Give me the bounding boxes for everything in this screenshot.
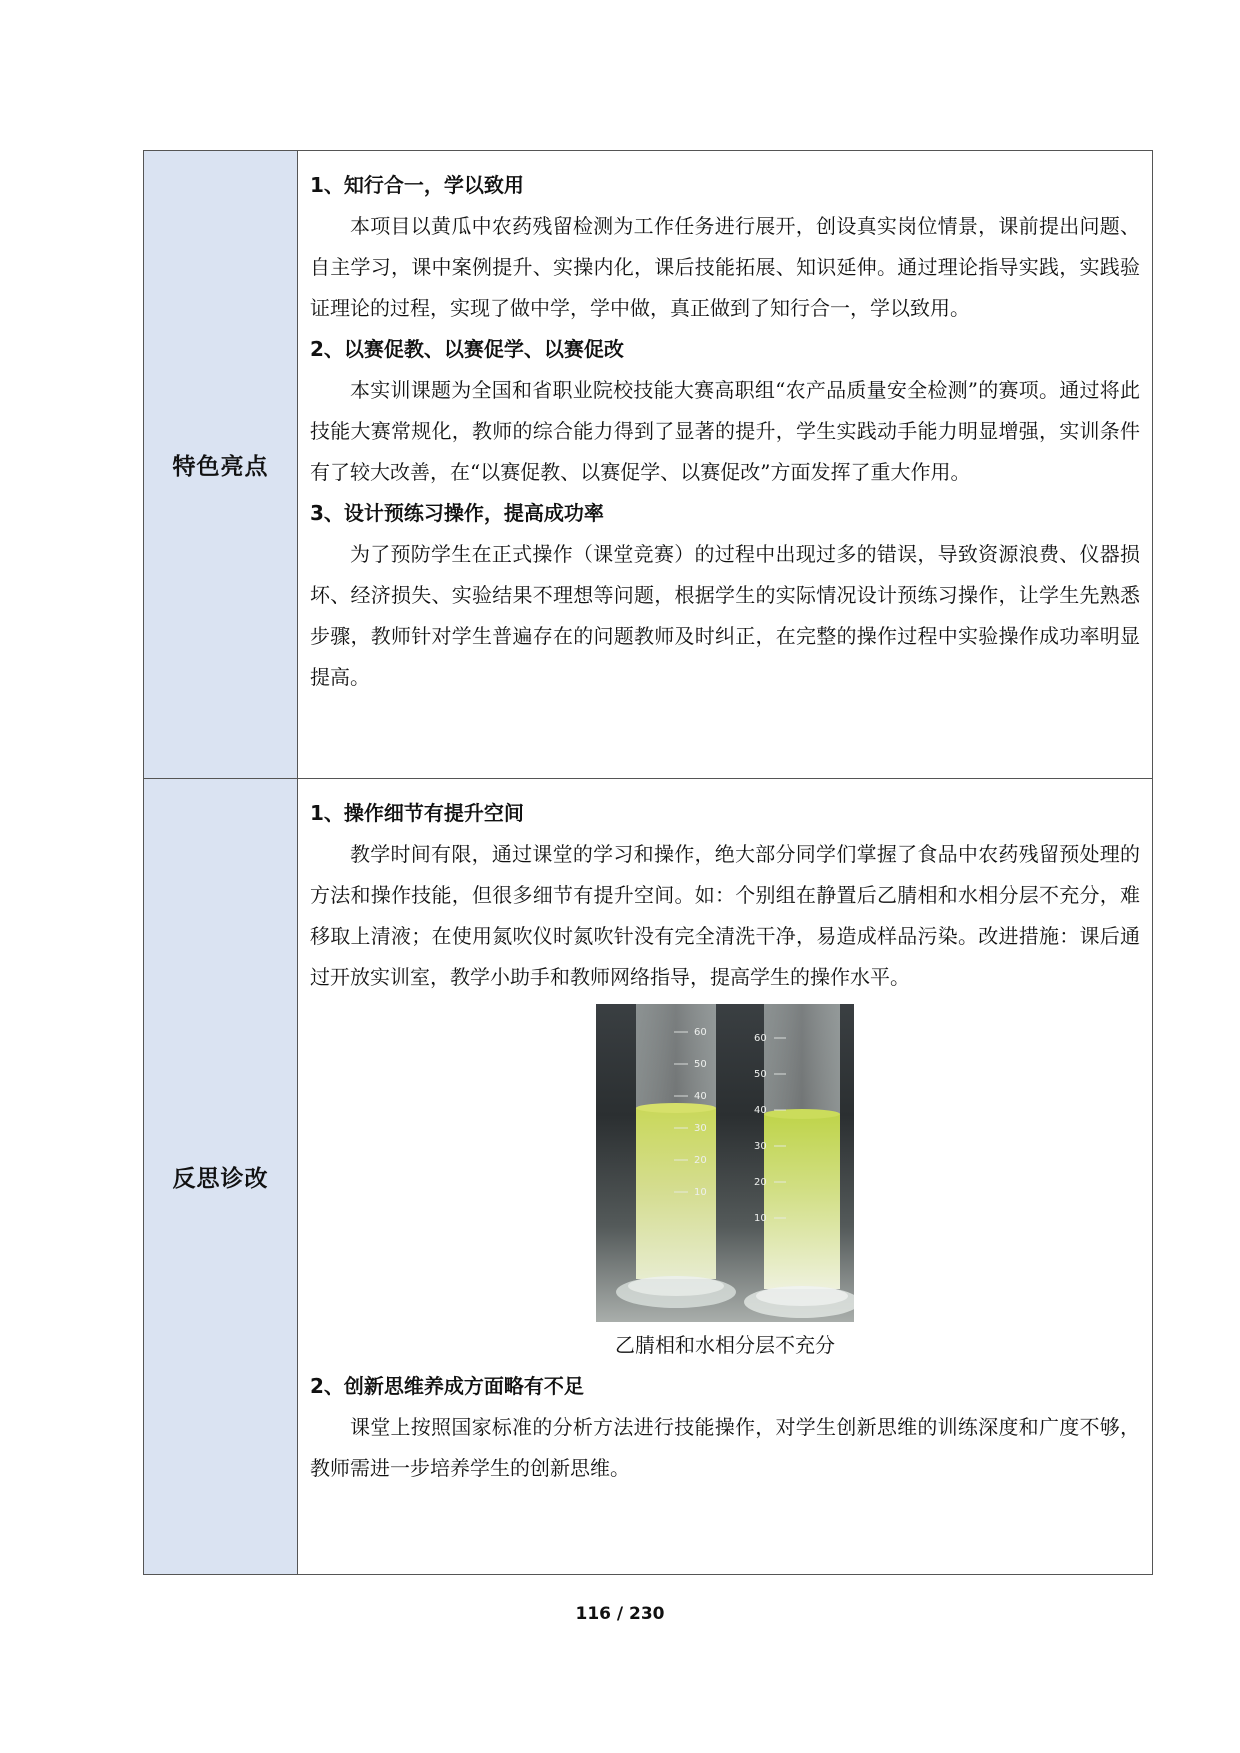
cylinder-right-mark: 60 [754, 1033, 767, 1044]
item-heading: 3、设计预练习操作，提高成功率 [310, 501, 604, 525]
item-heading: 2、以赛促教、以赛促学、以赛促改 [310, 337, 624, 361]
cylinder-right-mark: 20 [754, 1177, 767, 1188]
figure-caption: 乙腈相和水相分层不充分 [615, 1333, 835, 1357]
cylinder-left-mark: 10 [694, 1187, 707, 1198]
section-content-reflection [298, 779, 1153, 1575]
item-heading: 2、创新思维养成方面略有不足 [310, 1374, 584, 1398]
cylinder-left-mark: 40 [694, 1091, 707, 1102]
item-paragraph: 教学时间有限，通过课堂的学习和操作，绝大部分同学们掌握了食品中农药残留预处理的方法和操作技能，但很多细节有提升空间。如：个别组在静置后乙腈相和水相分层不充分，难移取上清液；在使用氮吹仪时氮吹针没有完全清洗干净，易造成样品污染。改进措施：课后通过开放实训室，教学小助手和教师网络指导，提高学生的操作水平。 [310, 842, 1140, 989]
cylinder-left-mark: 20 [694, 1155, 707, 1166]
figure [310, 1004, 1140, 1366]
table-row-highlights [144, 151, 1153, 779]
item-paragraph: 为了预防学生在正式操作（课堂竞赛）的过程中出现过多的错误，导致资源浪费、仪器损坏、经济损失、实验结果不理想等问题，根据学生的实际情况设计预练习操作，让学生先熟悉步骤，教师针对学生普遍存在的问题教师及时纠正，在完整的操作过程中实验操作成功率明显提高。 [310, 542, 1140, 689]
item-paragraph: 本实训课题为全国和省职业院校技能大赛高职组“农产品质量安全检测”的赛项。通过将此技能大赛常规化，教师的综合能力得到了显著的提升，学生实践动手能力明显增强，实训条件有了较大改善，在“以赛促教、以赛促学、以赛促改”方面发挥了重大作用。 [310, 378, 1140, 484]
table-row-reflection [144, 779, 1153, 1575]
item-paragraph: 本项目以黄瓜中农药残留检测为工作任务进行展开，创设真实岗位情景，课前提出问题、自主学习，课中案例提升、实操内化，课后技能拓展、知识延伸。通过理论指导实践，实践验证理论的过程，实现了做中学，学中做，真正做到了知行合一，学以致用。 [310, 214, 1140, 320]
cylinder-left-mark: 60 [694, 1027, 707, 1038]
cylinder-left-mark: 30 [694, 1123, 707, 1134]
item-heading: 1、操作细节有提升空间 [310, 801, 524, 825]
cylinder-right-mark: 10 [754, 1213, 767, 1224]
cylinder-right-mark: 30 [754, 1141, 767, 1152]
section-label-reflection: 反思诊改 [144, 779, 298, 1575]
item-paragraph: 课堂上按照国家标准的分析方法进行技能操作，对学生创新思维的训练深度和广度不够，教师需进一步培养学生的创新思维。 [310, 1415, 1140, 1480]
section-label-highlights: 特色亮点 [144, 151, 298, 779]
section-content-highlights [298, 151, 1153, 779]
cylinder-left-mark: 50 [694, 1059, 707, 1070]
cylinder-right-mark: 50 [754, 1069, 767, 1080]
graduated-cylinders-photo [596, 1004, 854, 1322]
page-number: 116 / 230 [575, 1604, 665, 1624]
cylinder-right-mark: 40 [754, 1105, 767, 1116]
content-table [143, 150, 1153, 1575]
item-heading: 1、知行合一，学以致用 [310, 173, 524, 197]
